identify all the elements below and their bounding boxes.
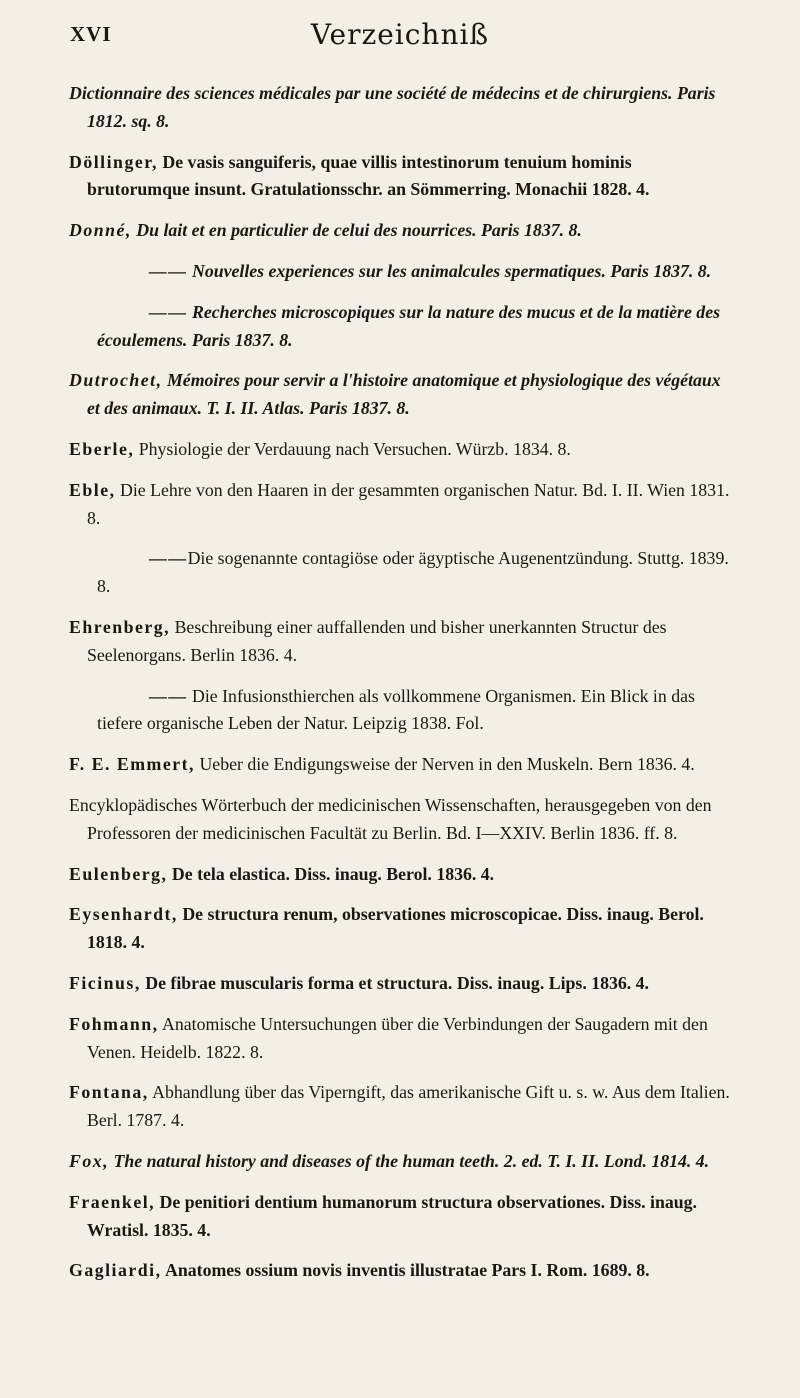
bibliography-entry	[69, 477, 734, 533]
entry-author: ——	[149, 685, 188, 706]
entry-author: Eulenberg,	[69, 863, 168, 884]
entry-text: Du lait et en particulier de celui des nourrices. Paris 1837. 8.	[131, 220, 582, 241]
entry-author: Fraenkel,	[69, 1191, 156, 1212]
bibliography-list	[69, 80, 734, 1298]
bibliography-entry	[69, 970, 734, 998]
bibliography-entry	[69, 751, 734, 779]
bibliography-entry	[69, 149, 734, 205]
entry-author: ——	[149, 260, 188, 281]
entry-text: The natural history and diseases of the human teeth. 2. ed. T. I. II. Lond. 1814. 4.	[109, 1150, 710, 1171]
bibliography-entry	[69, 1257, 734, 1285]
entry-text: Dictionnaire des sciences médicales par une société de médecins et de chirurgiens. Paris 1812. sq. 8.	[69, 83, 716, 131]
entry-text: De penitiori dentium humanorum structura observationes. Diss. inaug. Wratisl. 1835. 4.	[87, 1191, 697, 1240]
page-header	[0, 18, 800, 58]
entry-text: Recherches microscopiques sur la nature des mucus et de la matière des écoulemens. Paris 1837. 8.	[97, 301, 721, 350]
bibliography-entry	[69, 80, 734, 136]
entry-author: Gagliardi,	[69, 1260, 162, 1281]
entry-text: Mémoires pour servir a l'histoire anatomique et physiologique des végétaux et des animaux. T. I. II. Atlas. Paris 1837. 8.	[87, 370, 721, 419]
entry-text: Die Lehre von den Haaren in der gesammten organischen Natur. Bd. I. II. Wien 1831. 8.	[87, 479, 730, 528]
entry-text: De vasis sanguiferis, quae villis intestinorum tenuium hominis brutorumque insunt. Gratulationsschr. an Sömmerring. Monachii 1828. 4.	[87, 151, 650, 200]
bibliography-entry	[69, 258, 734, 286]
running-title: Verzeichniß	[310, 18, 490, 51]
entry-author: ——	[149, 548, 188, 569]
entry-author: ——	[149, 301, 188, 322]
bibliography-entry	[69, 1079, 734, 1135]
bibliography-entry	[69, 1011, 734, 1067]
entry-text: Beschreibung einer auffallenden und bisher unerkannten Structur des Seelenorgans. Berlin 1836. 4.	[87, 616, 667, 665]
bibliography-entry	[69, 614, 734, 670]
bibliography-entry	[69, 901, 734, 957]
entry-author: F. E. Emmert,	[69, 754, 196, 775]
entry-text: Nouvelles experiences sur les animalcules spermatiques. Paris 1837. 8.	[187, 260, 712, 281]
entry-author: Ehrenberg,	[69, 616, 171, 637]
entry-text: Physiologie der Verdauung nach Versuchen. Würzb. 1834. 8.	[134, 438, 571, 459]
entry-text: Anatomische Untersuchungen über die Verbindungen der Saugadern mit den Venen. Heidelb. 1822. 8.	[87, 1013, 708, 1062]
bibliography-entry	[69, 217, 734, 245]
bibliography-entry	[69, 545, 734, 601]
bibliography-entry	[69, 1148, 734, 1176]
entry-text: Ueber die Endigungsweise der Nerven in den Muskeln. Bern 1836. 4.	[195, 754, 695, 775]
entry-text: Anatomes ossium novis inventis illustratae Pars I. Rom. 1689. 8.	[161, 1260, 650, 1281]
bibliography-entry	[69, 1189, 734, 1245]
entry-text: Die Infusionsthierchen als vollkommene Organismen. Ein Blick in das tiefere organische Leben der Natur. Leipzig 1838. Fol.	[97, 685, 695, 734]
bibliography-entry	[69, 792, 734, 848]
bibliography-entry	[69, 436, 734, 464]
entry-text: Encyklopädisches Wörterbuch der medicinischen Wissenschaften, herausgegeben von den Professoren der medicinischen Facultät zu Berlin. Bd. I—XXIV. Berlin 1836. ff. 8.	[69, 794, 712, 843]
entry-author: Fox,	[69, 1150, 110, 1171]
entry-text: De tela elastica. Diss. inaug. Berol. 1836. 4.	[167, 863, 495, 884]
entry-text: De fibrae muscularis forma et structura. Diss. inaug. Lips. 1836. 4.	[140, 972, 650, 993]
entry-author: Fontana,	[69, 1082, 149, 1103]
page-number: XVI	[70, 22, 112, 46]
bibliography-entry	[69, 367, 734, 423]
entry-author: Eysenhardt,	[69, 904, 178, 925]
entry-author: Fohmann,	[69, 1013, 159, 1034]
bibliography-entry	[69, 683, 734, 739]
entry-text: Die sogenannte contagiöse oder ägyptische Augenentzündung. Stuttg. 1839. 8.	[97, 548, 729, 597]
entry-author: Donné,	[69, 220, 132, 241]
bibliography-entry	[69, 861, 734, 889]
entry-author: Ficinus,	[69, 972, 141, 993]
entry-author: Döllinger,	[69, 151, 158, 172]
entry-author: Dutrochet,	[69, 370, 163, 391]
entry-author: Eble,	[69, 479, 116, 500]
entry-author: Eberle,	[69, 438, 135, 459]
entry-text: De structura renum, observationes microscopicae. Diss. inaug. Berol. 1818. 4.	[87, 904, 704, 953]
bibliography-entry	[69, 299, 734, 355]
entry-text: Abhandlung über das Viperngift, das amerikanische Gift u. s. w. Aus dem Italien. Berl. 1787. 4.	[87, 1082, 730, 1131]
